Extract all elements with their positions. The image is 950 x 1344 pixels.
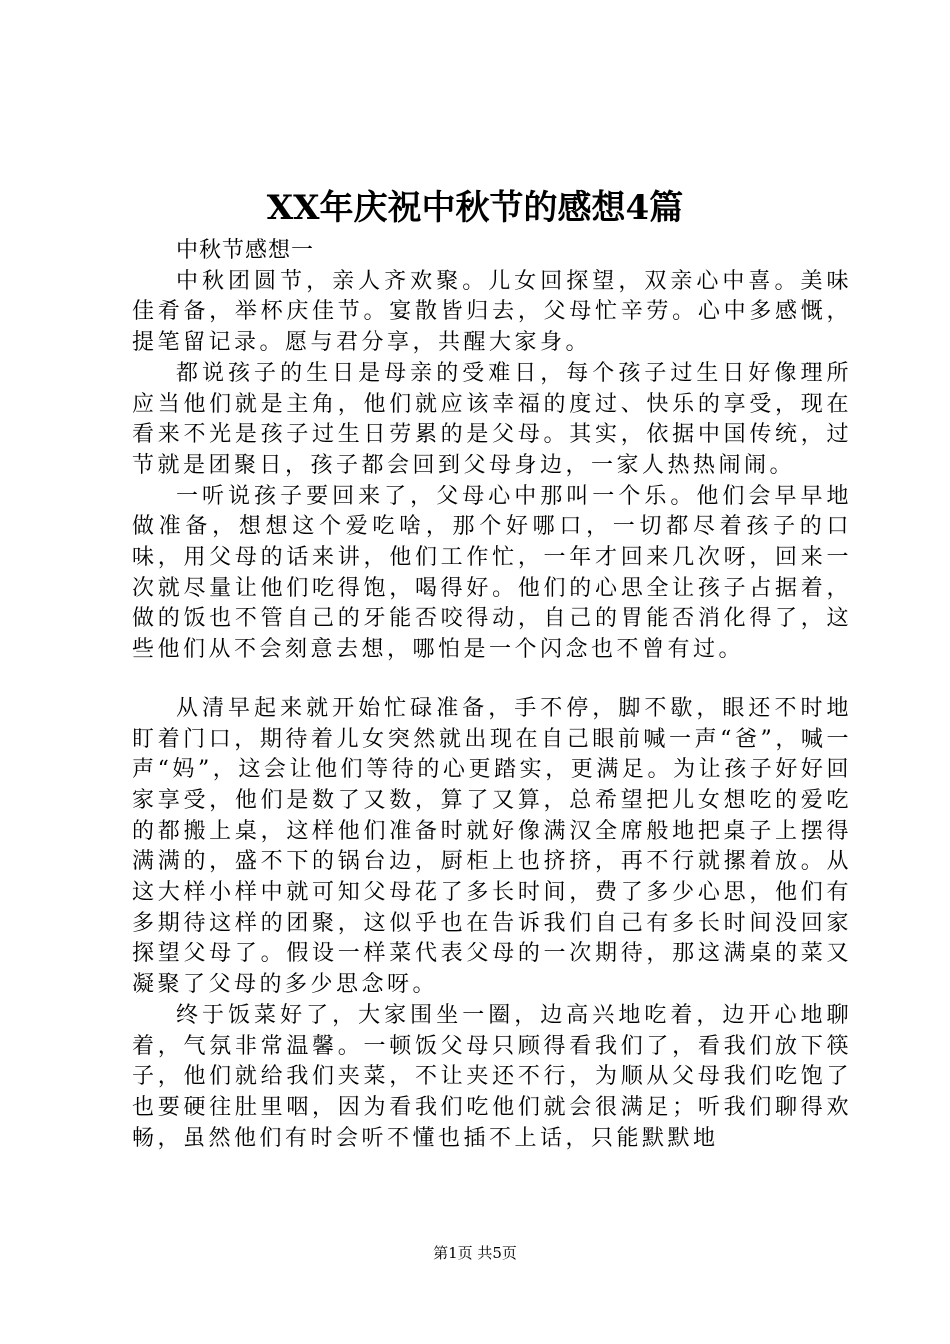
paragraph-2: 都说孩子的生日是母亲的受难日，每个孩子过生日好像理所应当他们就是主角，他们就应该幸福的度过、快乐的享受，现在看来不光是孩子过生日劳累的是父母。其实，依据中国传统，过节就是团聚日，孩子都会回到父母身边，一家人热热闹闹。 [132, 360, 852, 478]
page-footer: 第1页 共5页 [433, 1244, 517, 1262]
paragraph-4: 从清早起来就开始忙碌准备，手不停，脚不歇，眼还不时地盯着门口，期待着儿女突然就出现在自己眼前喊一声“爸”，喊一声“妈”，这会让他们等待的心更踏实，更满足。为让孩子好好回家享受，他们是数了又数，算了又算，总希望把儿女想吃的爱吃的都搬上桌，这样他们准备时就好像满汉全席般地把桌子上摆得满满的，盛不下的锅台边，厨柜上也挤挤，再不行就摞着放。从这大样小样中就可知父母花了多长时间，费了多少心思，他们有多期待这样的团聚，这似乎也在告诉我们自己有多长时间没回家探望父母了。假设一样菜代表父母的一次期待，那这满桌的菜又凝聚了父母的多少思念呀。 [132, 695, 852, 998]
paragraph-5: 终于饭菜好了，大家围坐一圈，边高兴地吃着，边开心地聊着，气氛非常温馨。一顿饭父母只顾得看我们了，看我们放下筷子，他们就给我们夹菜，不让夹还不行，为顺从父母我们吃饱了也要硬往肚里咽，因为看我们吃他们就会很满足；听我们聊得欢畅，虽然他们有时会听不懂也插不上话，只能默默地 [132, 1002, 852, 1151]
document-title: XX年庆祝中秋节的感想4篇 [266, 188, 684, 228]
section-heading: 中秋节感想一 [176, 238, 315, 263]
paragraph-1: 中秋团圆节，亲人齐欢聚。儿女回探望，双亲心中喜。美味佳肴备，举杯庆佳节。宴散皆归去，父母忙辛劳。心中多感慨，提笔留记录。愿与君分享，共醒大家身。 [132, 268, 852, 356]
document-body [132, 236, 852, 1154]
paragraph-3: 一听说孩子要回来了，父母心中那叫一个乐。他们会早早地做准备，想想这个爱吃啥，那个好哪口，一切都尽着孩子的口味，用父母的话来讲，他们工作忙，一年才回来几次呀，回来一次就尽量让他们吃得饱，喝得好。他们的心思全让孩子占据着，做的饭也不管自己的牙能否咬得动，自己的胃能否消化得了，这些他们从不会刻意去想，哪怕是一个闪念也不曾有过。 [132, 483, 852, 663]
